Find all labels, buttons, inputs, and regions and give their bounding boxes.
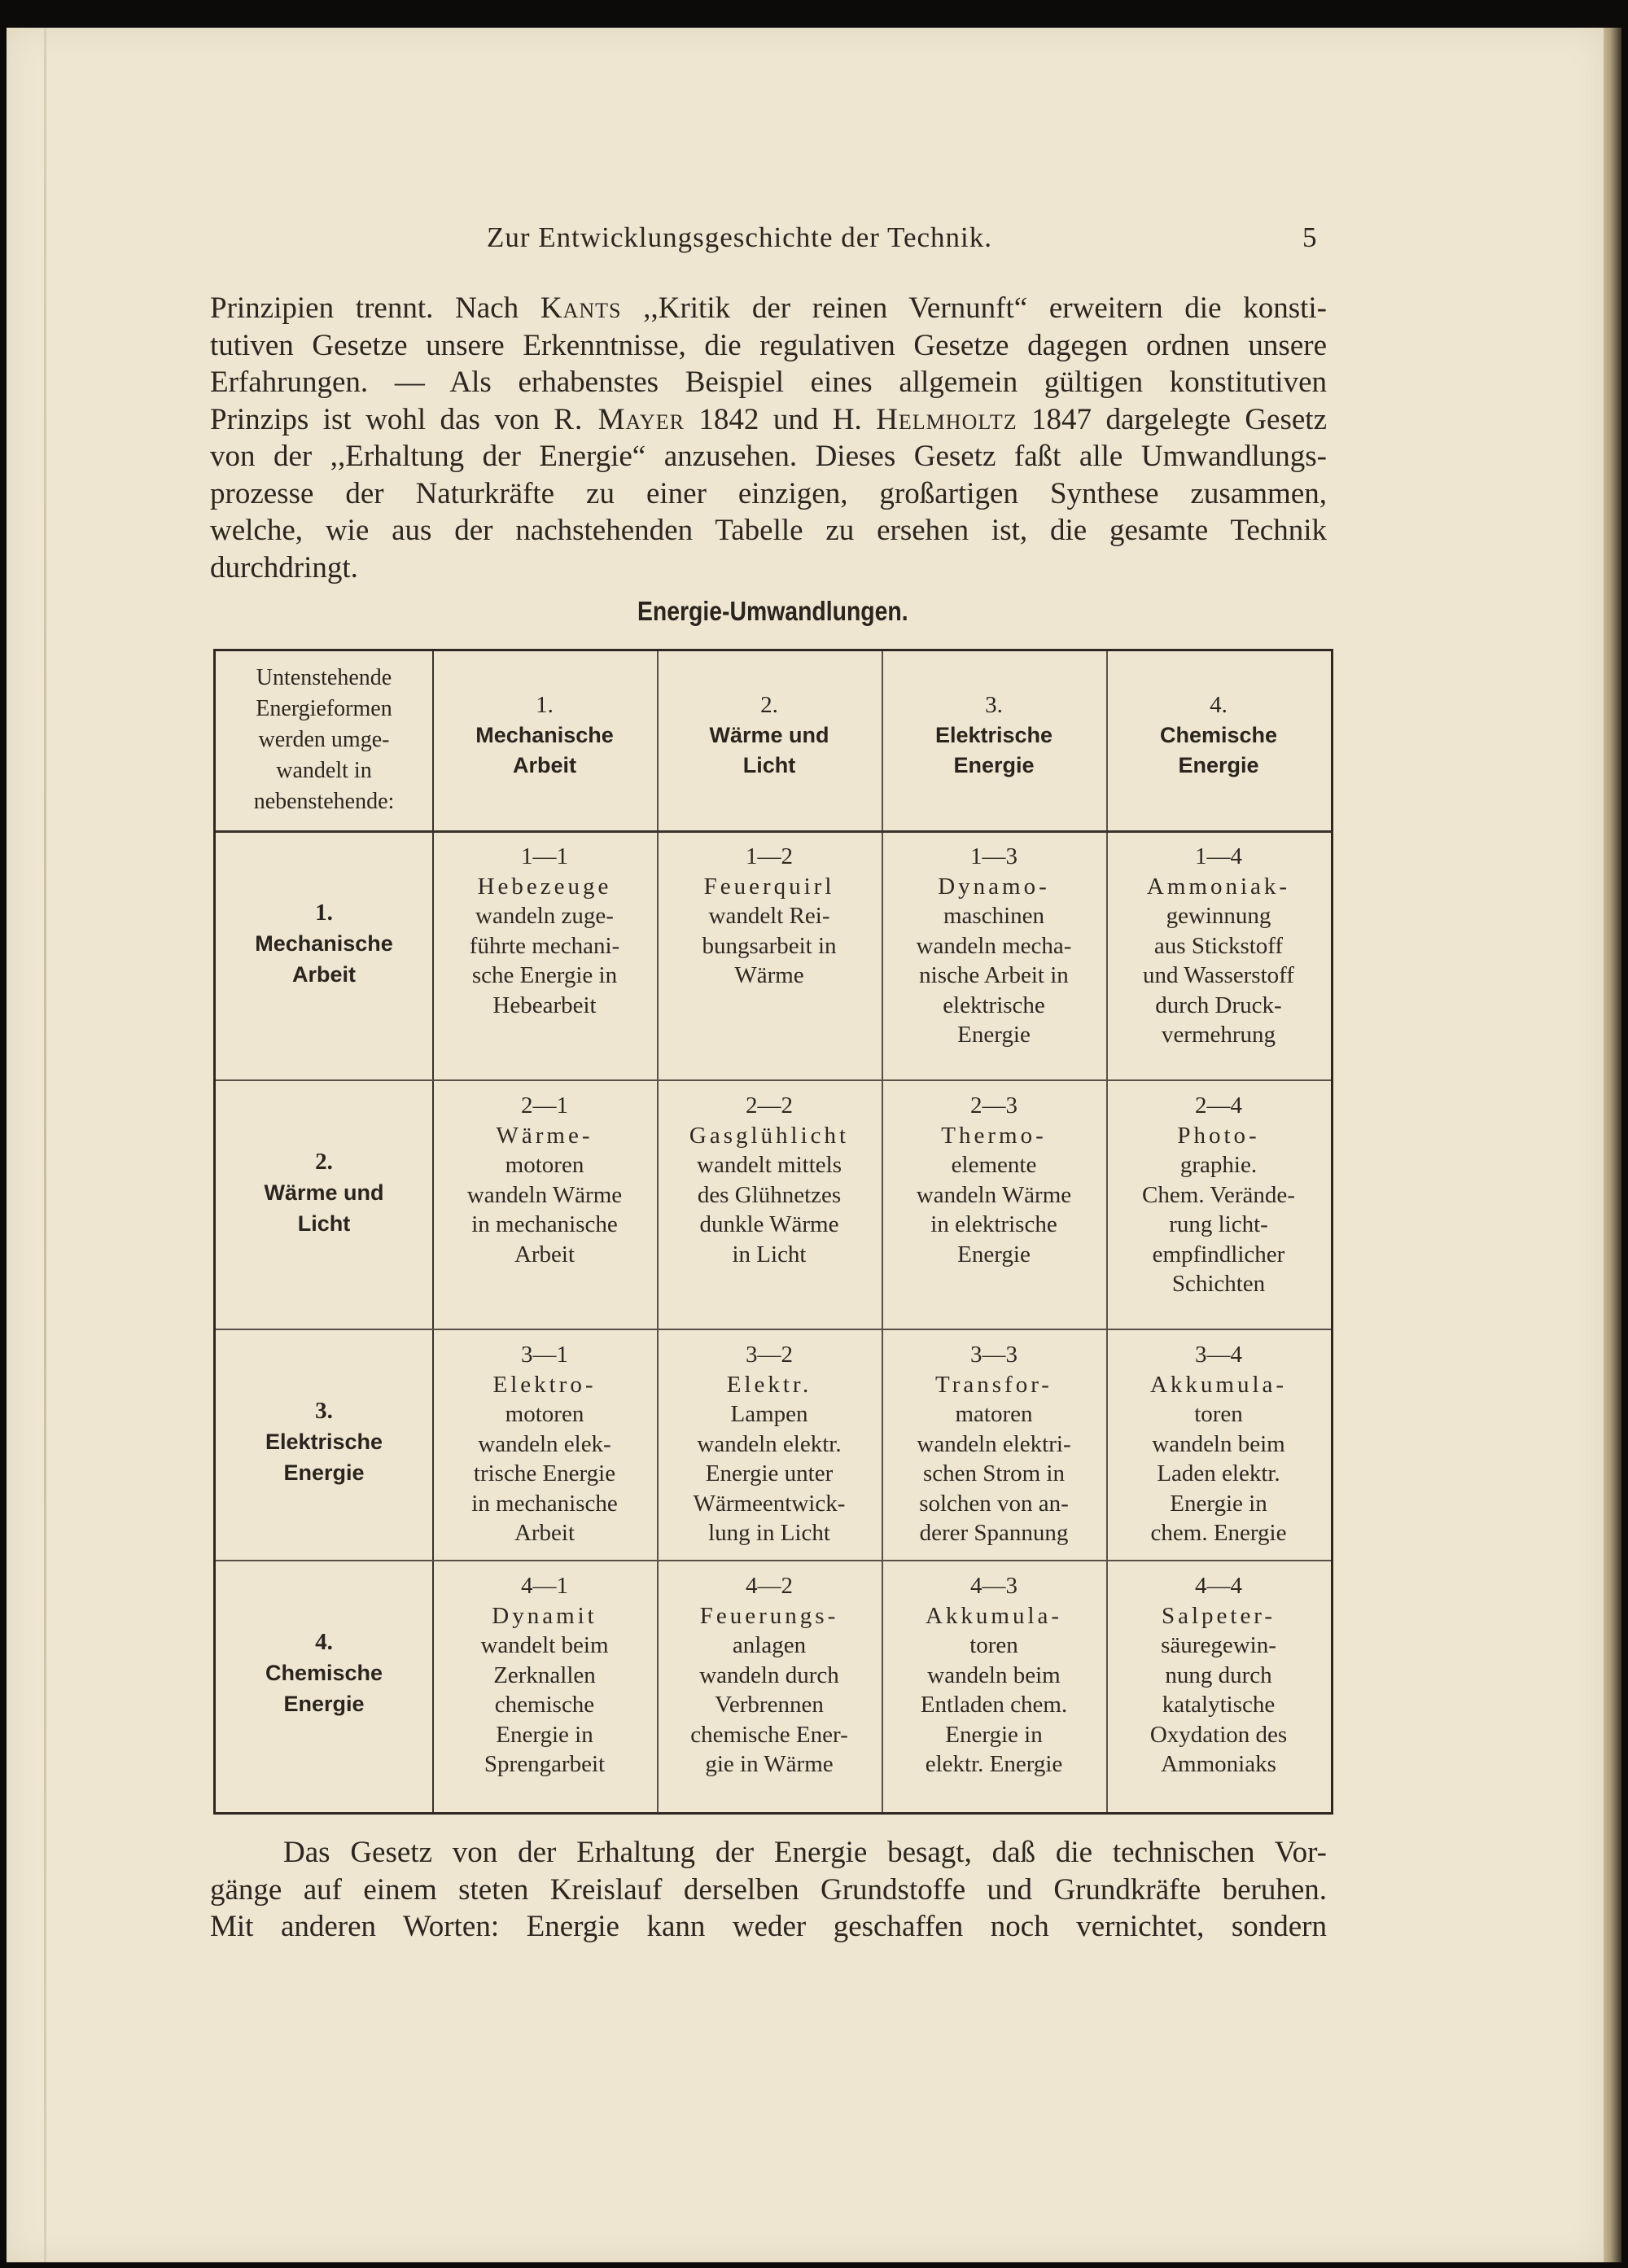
cell-text-line: sche Energie in — [471, 962, 618, 988]
cell-code: 2—1 — [521, 1092, 568, 1119]
row-label: Energie — [283, 1460, 365, 1485]
cell-text-line: solchen von an- — [919, 1490, 1069, 1517]
row-label: Licht — [297, 1211, 351, 1236]
cell-text-line: Photo- — [1177, 1122, 1260, 1149]
paragraph-conclusion — [210, 1834, 1327, 1946]
text-line: Das Gesetz von der Erhaltung der Energie besagt, daß die technischen Vor- — [283, 1836, 1327, 1869]
cell-text-line: wandeln Wärme — [916, 1181, 1072, 1208]
cell-text-line: matoren — [955, 1401, 1033, 1427]
row-label: Mechanische — [255, 931, 393, 956]
cell-text-line: elektrische — [943, 992, 1045, 1018]
cell-text-line: wandeln beim — [1152, 1430, 1285, 1457]
column-number: 1. — [536, 692, 554, 718]
cell-text-line: elemente — [951, 1152, 1037, 1178]
cell-text-line: wandelt beim — [480, 1632, 609, 1658]
text-line: prozesse der Naturkräfte zu einer einzigen, großartigen Synthese zusammen, — [210, 476, 1327, 510]
cell-code: 4—3 — [970, 1573, 1017, 1599]
cell-text-line: maschinen — [943, 903, 1044, 929]
cell-code: 3—1 — [521, 1342, 568, 1368]
cell-text-line: Energie in — [945, 1721, 1043, 1748]
cell-text-line: katalytische — [1162, 1692, 1276, 1718]
conversion-cell — [437, 1571, 652, 1780]
text-line: Prinzipien trennt. Nach Kants ,,Kritik der reinen Vernunft“ erweitern die konsti- — [210, 291, 1327, 325]
cell-text-line: chem. Energie — [1150, 1520, 1287, 1546]
cell-text-line: wandeln elek- — [478, 1430, 611, 1457]
cell-text-line: Energie in — [496, 1721, 593, 1748]
corner-text-line: Untenstehende — [256, 665, 392, 690]
cell-text-line: Ammoniaks — [1161, 1751, 1276, 1777]
running-head — [0, 221, 1628, 270]
column-header — [657, 690, 882, 781]
row-number: 4. — [315, 1629, 333, 1655]
cell-code: 2—2 — [746, 1092, 793, 1119]
row-label: Chemische — [265, 1661, 383, 1685]
cell-text-line: gie in Wärme — [705, 1751, 834, 1777]
cell-text-line: in mechanische — [471, 1490, 618, 1517]
conversion-cell — [662, 1091, 877, 1269]
row-number: 1. — [315, 900, 333, 926]
table-row-rule — [216, 1079, 1331, 1081]
cell-text-line: Dynamit — [492, 1602, 597, 1629]
cell-text-line: Energie unter — [705, 1460, 834, 1486]
column-label: Energie — [1178, 753, 1259, 777]
column-label: Wärme und — [709, 723, 829, 747]
cell-text-line: Energie in — [1170, 1490, 1267, 1517]
cell-text-line: Elektr. — [726, 1371, 812, 1398]
cell-text-line: Gasglühlicht — [689, 1122, 850, 1149]
cell-text-line: in Licht — [732, 1241, 807, 1268]
cell-text-line: dunkle Wärme — [699, 1211, 839, 1237]
text-line: durchdringt. — [210, 550, 358, 585]
cell-text-line: bungsarbeit in — [702, 932, 837, 959]
paragraph-intro — [210, 290, 1327, 586]
binding-fold — [44, 28, 46, 2262]
cell-text-line: Hebearbeit — [492, 992, 597, 1018]
cell-text-line: motoren — [505, 1152, 584, 1178]
cell-text-line: motoren — [505, 1401, 584, 1427]
column-label: Licht — [742, 753, 796, 777]
cell-text-line: in elektrische — [930, 1211, 1057, 1237]
cell-code: 4—1 — [521, 1573, 568, 1599]
cell-text-line: vermehrung — [1161, 1022, 1276, 1048]
cell-text-line: Wärme — [734, 962, 804, 988]
cell-text-line: graphie. — [1179, 1152, 1258, 1178]
cell-code: 1—4 — [1195, 843, 1242, 869]
text-line: Mit anderen Worten: Energie kann weder geschaffen noch vernichtet, sondern — [210, 1910, 1327, 1943]
cell-text-line: durch Druck- — [1155, 992, 1282, 1018]
cell-text-line: aus Stickstoff — [1153, 932, 1284, 959]
column-label: Energie — [953, 753, 1035, 777]
corner-text-line: Energieformen — [256, 696, 392, 721]
cell-text-line: nung durch — [1165, 1662, 1272, 1688]
author-name: Kants — [540, 291, 622, 325]
table-column-rule — [657, 651, 659, 1812]
row-header — [216, 897, 432, 990]
text-line: Prinzips ist wohl das von R. Mayer 1842 und H. Helmholtz 1847 dargelegte Gesetz — [210, 402, 1327, 436]
cell-text-line: Chem. Verände- — [1142, 1181, 1295, 1208]
column-number: 2. — [760, 692, 778, 718]
text-line: gänge auf einem steten Kreislauf derselben Grundstoffe und Grundkräfte beruhen. — [210, 1872, 1327, 1907]
cell-text-line: des Glühnetzes — [697, 1181, 842, 1208]
cell-text-line: gewinnung — [1166, 903, 1271, 929]
cell-text-line: wandelt Rei- — [708, 903, 830, 929]
row-label: Arbeit — [291, 962, 356, 987]
cell-text-line: nische Arbeit in — [919, 962, 1069, 988]
cell-text-line: und Wasserstoff — [1143, 962, 1294, 988]
page-edge — [1604, 28, 1621, 2262]
cell-text-line: lung in Licht — [708, 1520, 830, 1546]
cell-text-line: wandeln elektri- — [917, 1430, 1071, 1457]
row-label: Wärme und — [264, 1180, 384, 1205]
energy-conversion-table — [213, 649, 1333, 1815]
column-header — [1106, 690, 1331, 781]
running-head-title: Zur Entwicklungsgeschichte der Technik. — [487, 221, 993, 253]
conversion-cell — [437, 842, 652, 1020]
cell-text-line: anlagen — [732, 1632, 807, 1658]
cell-code: 4—2 — [746, 1573, 793, 1599]
column-label: Elektrische — [934, 723, 1053, 747]
table-row-rule — [216, 1329, 1331, 1330]
cell-text-line: führte mechani- — [469, 932, 620, 959]
conversion-cell — [886, 1571, 1101, 1780]
cell-text-line: wandeln durch — [699, 1662, 839, 1688]
cell-text-line: Elektro- — [492, 1371, 597, 1398]
cell-text-line: Salpeter- — [1161, 1602, 1276, 1629]
column-label: Arbeit — [512, 753, 576, 777]
conversion-cell — [1111, 842, 1326, 1050]
cell-text-line: Oxydation des — [1149, 1721, 1288, 1748]
table-row-rule — [216, 830, 1331, 833]
cell-text-line: wandeln zuge- — [475, 903, 614, 929]
row-label: Energie — [283, 1692, 365, 1716]
cell-code: 1—3 — [970, 843, 1017, 869]
cell-text-line: Feuerquirl — [703, 873, 835, 900]
conversion-cell — [662, 1571, 877, 1780]
cell-text-line: Feuerungs- — [699, 1602, 839, 1629]
conversion-cell — [886, 842, 1101, 1050]
cell-text-line: Entladen chem. — [920, 1692, 1068, 1718]
cell-code: 3—4 — [1195, 1342, 1242, 1368]
conversion-cell — [662, 1340, 877, 1548]
column-label: Mechanische — [475, 723, 614, 747]
cell-text-line: Thermo- — [941, 1122, 1047, 1149]
row-label: Elektrische — [265, 1430, 383, 1454]
row-number: 3. — [315, 1398, 333, 1424]
cell-text-line: wandeln beim — [927, 1662, 1061, 1688]
cell-text-line: empfindlicher — [1152, 1241, 1285, 1268]
cell-code: 4—4 — [1195, 1573, 1242, 1599]
table-row-rule — [216, 1560, 1331, 1561]
conversion-cell — [1111, 1091, 1326, 1299]
row-number: 2. — [315, 1149, 333, 1175]
cell-text-line: in mechanische — [471, 1211, 618, 1237]
cell-text-line: wandeln elektr. — [697, 1430, 842, 1457]
conversion-cell — [886, 1340, 1101, 1548]
column-header — [882, 690, 1106, 781]
cell-text-line: wandelt mittels — [697, 1152, 842, 1178]
author-name: R. Mayer — [554, 402, 685, 436]
corner-text-line: nebenstehende: — [253, 789, 395, 814]
cell-text-line: wandeln Wärme — [466, 1181, 623, 1208]
cell-text-line: Energie — [957, 1022, 1031, 1048]
table-title: Energie-Umwandlungen. — [637, 596, 908, 626]
cell-text-line: schen Strom in — [923, 1460, 1065, 1486]
cell-text-line: Energie — [957, 1241, 1031, 1268]
cell-text-line: rung licht- — [1169, 1211, 1268, 1237]
cell-text-line: derer Spannung — [919, 1520, 1069, 1546]
conversion-cell — [1111, 1571, 1326, 1780]
conversion-cell — [1111, 1340, 1326, 1548]
conversion-cell — [662, 842, 877, 991]
cell-text-line: toren — [1194, 1401, 1243, 1427]
row-header — [216, 1146, 432, 1239]
cell-text-line: Arbeit — [514, 1520, 575, 1546]
text-line: von der ,,Erhaltung der Energie“ anzusehen. Dieses Gesetz faßt alle Umwandlungs- — [210, 440, 1327, 473]
conversion-cell — [886, 1091, 1101, 1269]
cell-text-line: chemische Ener- — [690, 1721, 848, 1748]
text-line: welche, wie aus der nachstehenden Tabelle zu ersehen ist, die gesamte Technik — [210, 514, 1327, 547]
column-header — [432, 690, 657, 781]
cell-code: 1—2 — [746, 843, 793, 869]
cell-text-line: elektr. Energie — [925, 1751, 1063, 1777]
cell-text-line: Schichten — [1171, 1271, 1266, 1297]
cell-text-line: toren — [969, 1632, 1018, 1658]
cell-text-line: Verbrennen — [715, 1692, 824, 1718]
cell-code: 1—1 — [521, 843, 568, 869]
table-column-rule — [432, 651, 434, 1812]
cell-text-line: Sprengarbeit — [484, 1751, 606, 1777]
cell-text-line: wandeln mecha- — [916, 932, 1072, 959]
conversion-cell — [437, 1091, 652, 1269]
cell-text-line: Dynamo- — [938, 873, 1050, 900]
row-header — [216, 1395, 432, 1488]
cell-text-line: Wärmeentwick- — [693, 1490, 846, 1517]
cell-text-line: Zerknallen — [493, 1662, 596, 1688]
cell-code: 2—3 — [970, 1092, 1017, 1119]
table-corner-header — [216, 651, 432, 830]
column-number: 3. — [985, 692, 1003, 718]
text-line: Erfahrungen. — Als erhabenstes Beispiel eines allgemein gültigen konstitutiven — [210, 366, 1327, 399]
page-number: 5 — [1302, 221, 1317, 253]
table-column-rule — [1106, 651, 1108, 1812]
column-number: 4. — [1210, 692, 1228, 718]
cell-text-line: Hebezeuge — [477, 873, 612, 900]
row-header — [216, 1627, 432, 1719]
cell-text-line: Laden elektr. — [1157, 1460, 1280, 1486]
conversion-cell — [437, 1340, 652, 1548]
text-line: tutiven Gesetze unsere Erkenntnisse, die regulativen Gesetze dagegen ordnen unsere — [210, 328, 1327, 362]
cell-code: 3—2 — [746, 1342, 793, 1368]
author-name: Helmholtz — [876, 402, 1017, 436]
column-label: Chemische — [1159, 723, 1278, 747]
corner-text-line: werden umge- — [258, 727, 390, 752]
table-column-rule — [882, 651, 883, 1812]
cell-text-line: Arbeit — [514, 1241, 575, 1268]
cell-code: 2—4 — [1195, 1092, 1242, 1119]
cell-text-line: trische Energie — [473, 1460, 616, 1486]
cell-text-line: Transfor- — [935, 1371, 1053, 1398]
cell-text-line: Ammoniak- — [1146, 873, 1291, 900]
cell-code: 3—3 — [970, 1342, 1017, 1368]
cell-text-line: chemische — [494, 1692, 595, 1718]
cell-text-line: Akkumula- — [1149, 1371, 1288, 1398]
cell-text-line: säuregewin- — [1161, 1632, 1276, 1658]
cell-text-line: Akkumula- — [925, 1602, 1063, 1629]
corner-text-line: wandelt in — [276, 758, 372, 783]
cell-text-line: Wärme- — [496, 1122, 593, 1149]
cell-text-line: Lampen — [730, 1401, 808, 1427]
